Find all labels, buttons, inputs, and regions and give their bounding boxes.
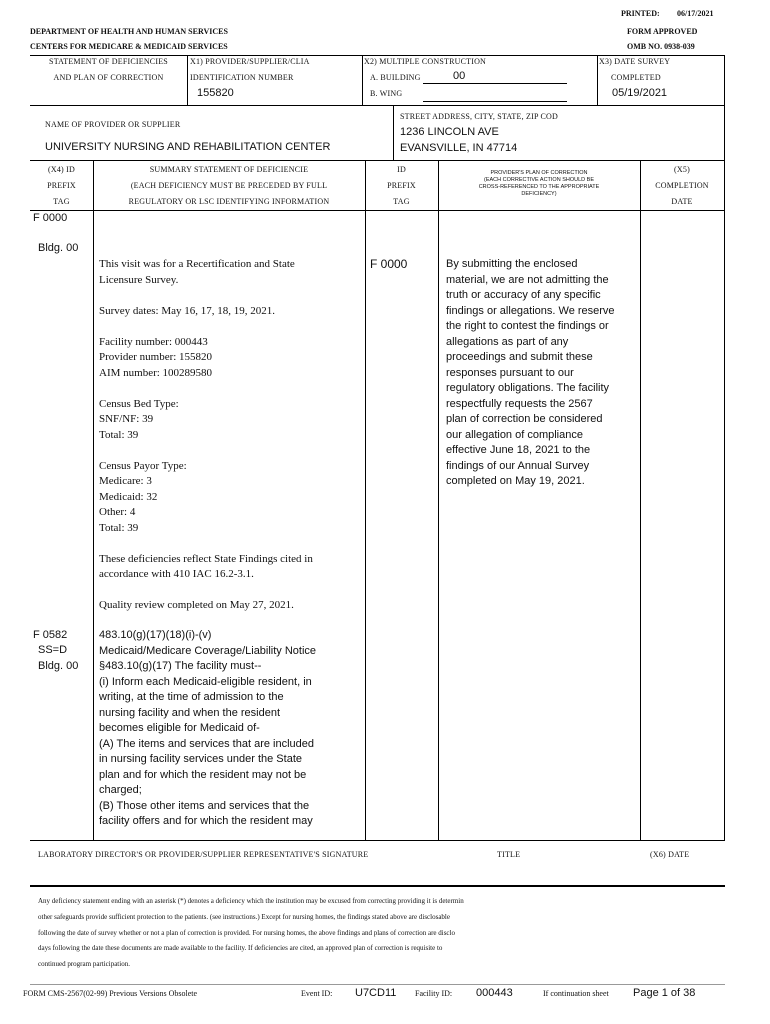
col-divider-4 [640, 160, 641, 840]
summary-para-quality: Quality review completed on May 27, 2021. [99, 599, 294, 611]
provider-name: UNIVERSITY NURSING AND REHABILITATION CENTER [45, 141, 331, 153]
summary-header-3: REGULATORY OR LSC IDENTIFYING INFORMATION [128, 197, 330, 206]
provider-name-label: NAME OF PROVIDER OR SUPPLIER [45, 120, 181, 129]
x4-header-2: PREFIX [47, 181, 76, 190]
summary-para-dates: Survey dates: May 16, 17, 18, 19, 2021. [99, 304, 275, 317]
plan-header [440, 170, 638, 198]
wing-underline [423, 101, 567, 102]
address-street: 1236 LINCOLN AVE [400, 126, 499, 138]
divider-x1 [187, 55, 188, 105]
survey-completed-date: 05/19/2021 [612, 87, 668, 99]
top-border [30, 55, 725, 56]
scope-severity: SS=D [38, 644, 68, 656]
divider-address [393, 105, 394, 160]
summary-para-visit: This visit was for a Recertification and State Licensure Survey. [99, 258, 295, 286]
building-tag: Bldg. 00 [38, 242, 79, 254]
centers-title: CENTERS FOR MEDICARE & MEDICAID SERVICES [30, 42, 228, 51]
x6-date-label: (X6) DATE [650, 850, 690, 859]
disclaimer-text: Any deficiency statement ending with an asterisk (*) denotes a deficiency which the institution may be excused from correcting providing it is determin other safeguards provide sufficient protection to the patients. (see instructions.) Except for nursing homes, the findings stated above are disclosable following the date of survey whether or not a plan of correction is provided. For nursing homes, the above findings and plans of correction are disclo days following the date these documents are made available to the facility. If deficiencies are cited, an approved plan of correction is requisite to continued program participation. [38, 897, 464, 969]
summary-para-findings: These deficiencies reflect State Findings cited in accordance with 410 IAC 16.2-3.1. [99, 552, 313, 580]
event-id-value: U7CD11 [355, 987, 397, 999]
title-label: TITLE [497, 850, 521, 859]
x2-label: X2) MULTIPLE CONSTRUCTION [364, 57, 487, 66]
col-divider-1 [93, 160, 94, 840]
right-border [724, 55, 725, 840]
summary-para-facility: Facility number: 000443 Provider number: 155820 AIM number: 100289580 [99, 335, 213, 379]
facility-id-value: 000443 [476, 987, 513, 999]
x4-header-1: (X4) ID [48, 165, 75, 174]
id-header-3: TAG [393, 197, 410, 206]
address-label: STREET ADDRESS, CITY, STATE, ZIP COD [400, 112, 558, 121]
plan-header-1: PROVIDER'S PLAN OF CORRECTION [490, 170, 588, 176]
wing-label: B. WING [370, 89, 403, 98]
summary-statement [99, 257, 361, 629]
form-number: FORM CMS-2567(02-99) Previous Versions Obsolete [23, 989, 198, 998]
plan-tag-f0000: F 0000 [370, 257, 408, 271]
printed-label: PRINTED: [621, 9, 660, 18]
f0582-regulation-text: 483.10(g)(17)(18)(i)-(v) Medicaid/Medicare Coverage/Liability Notice §483.10(g)(17) The facility must-- (i) Inform each Medicaid-eligible resident, in writing, at the time of admission to the nursing facility and when the resident becomes eligible for Medicaid of- (A) The items and services that are included in nursing facility services under the State plan and for which the resident may not be charged; (B) Those other items and services that the facility offers and for which the resident may [99, 629, 317, 827]
summary-header-2: (EACH DEFICIENCY MUST BE PRECEDED BY FULL [130, 181, 328, 190]
x5-header-2: COMPLETION [655, 181, 709, 190]
signature-bottom-rule [30, 885, 725, 887]
tag-f0582: F 0582 [33, 629, 68, 641]
continuation-label: If continuation sheet [543, 989, 609, 998]
address-city: EVANSVILLE, IN 47714 [400, 142, 518, 154]
statement-label-1: STATEMENT OF DEFICIENCIES [49, 57, 168, 66]
divider-x2 [362, 55, 363, 105]
x1-label: X1) PROVIDER/SUPPLIER/CLIA [190, 57, 310, 66]
facility-id-label: Facility ID: [415, 989, 453, 998]
footer-rule [30, 984, 725, 985]
plan-of-correction-text: By submitting the enclosed material, we are not admitting the truth or accuracy of any specific findings or allegations. We reserve the right to contest the findings or allegations as part of any proceedings and submit these responses pursuant to our regulatory obligations. The facility respectfully requests the 2567 plan of correction be considered our allegation of compliance effective June 18, 2021 to the findings of our Annual Survey completed on May 19, 2021. [446, 258, 615, 487]
statement-label-2: AND PLAN OF CORRECTION [53, 73, 164, 82]
divider-x3 [597, 55, 598, 105]
form-approved: FORM APPROVED [627, 27, 698, 36]
top-box-divider [30, 105, 725, 106]
plan-header-3: CROSS-REFERENCED TO THE APPROPRIATE [478, 184, 600, 190]
summary-para-census-payor: Census Payor Type: Medicare: 3 Medicaid: 32 Other: 4 Total: 39 [99, 459, 187, 534]
page-number: Page 1 of 38 [633, 987, 696, 999]
signature-top-rule [30, 840, 725, 841]
department-title: DEPARTMENT OF HEALTH AND HUMAN SERVICES [30, 27, 228, 36]
x4-header-3: TAG [53, 197, 70, 206]
x5-header-1: (X5) [674, 165, 690, 174]
building-tag-2: Bldg. 00 [38, 660, 79, 672]
id-header-2: PREFIX [387, 181, 416, 190]
column-header-divider [30, 210, 725, 211]
event-id-label: Event ID: [301, 989, 333, 998]
tag-f0000: F 0000 [33, 212, 68, 224]
building-label: A. BUILDING [370, 73, 421, 82]
col-divider-2 [365, 160, 366, 840]
x3-label: X3) DATE SURVEY [599, 57, 671, 66]
summary-header-1: SUMMARY STATEMENT OF DEFICIENCIE [149, 165, 309, 174]
signature-label: LABORATORY DIRECTOR'S OR PROVIDER/SUPPLIER REPRESENTATIVE'S SIGNATURE [38, 850, 369, 859]
plan-header-2: (EACH CORRECTIVE ACTION SHOULD BE [483, 177, 595, 183]
col-divider-3 [438, 160, 439, 840]
x5-header-3: DATE [671, 197, 693, 206]
building-value: 00 [453, 70, 466, 82]
provider-row-divider [30, 160, 725, 161]
id-header-1: ID [397, 165, 406, 174]
printed-date: 06/17/2021 [677, 9, 714, 18]
omb-number: OMB NO. 0938-039 [627, 42, 695, 51]
building-underline [423, 83, 567, 84]
plan-header-4: DEFICIENCY) [521, 191, 557, 197]
summary-para-census-bed: Census Bed Type: SNF/NF: 39 Total: 39 [99, 397, 179, 441]
x1-label-2: IDENTIFICATION NUMBER [190, 73, 294, 82]
provider-id-number: 155820 [197, 87, 234, 99]
x3-label-2: COMPLETED [611, 73, 661, 82]
